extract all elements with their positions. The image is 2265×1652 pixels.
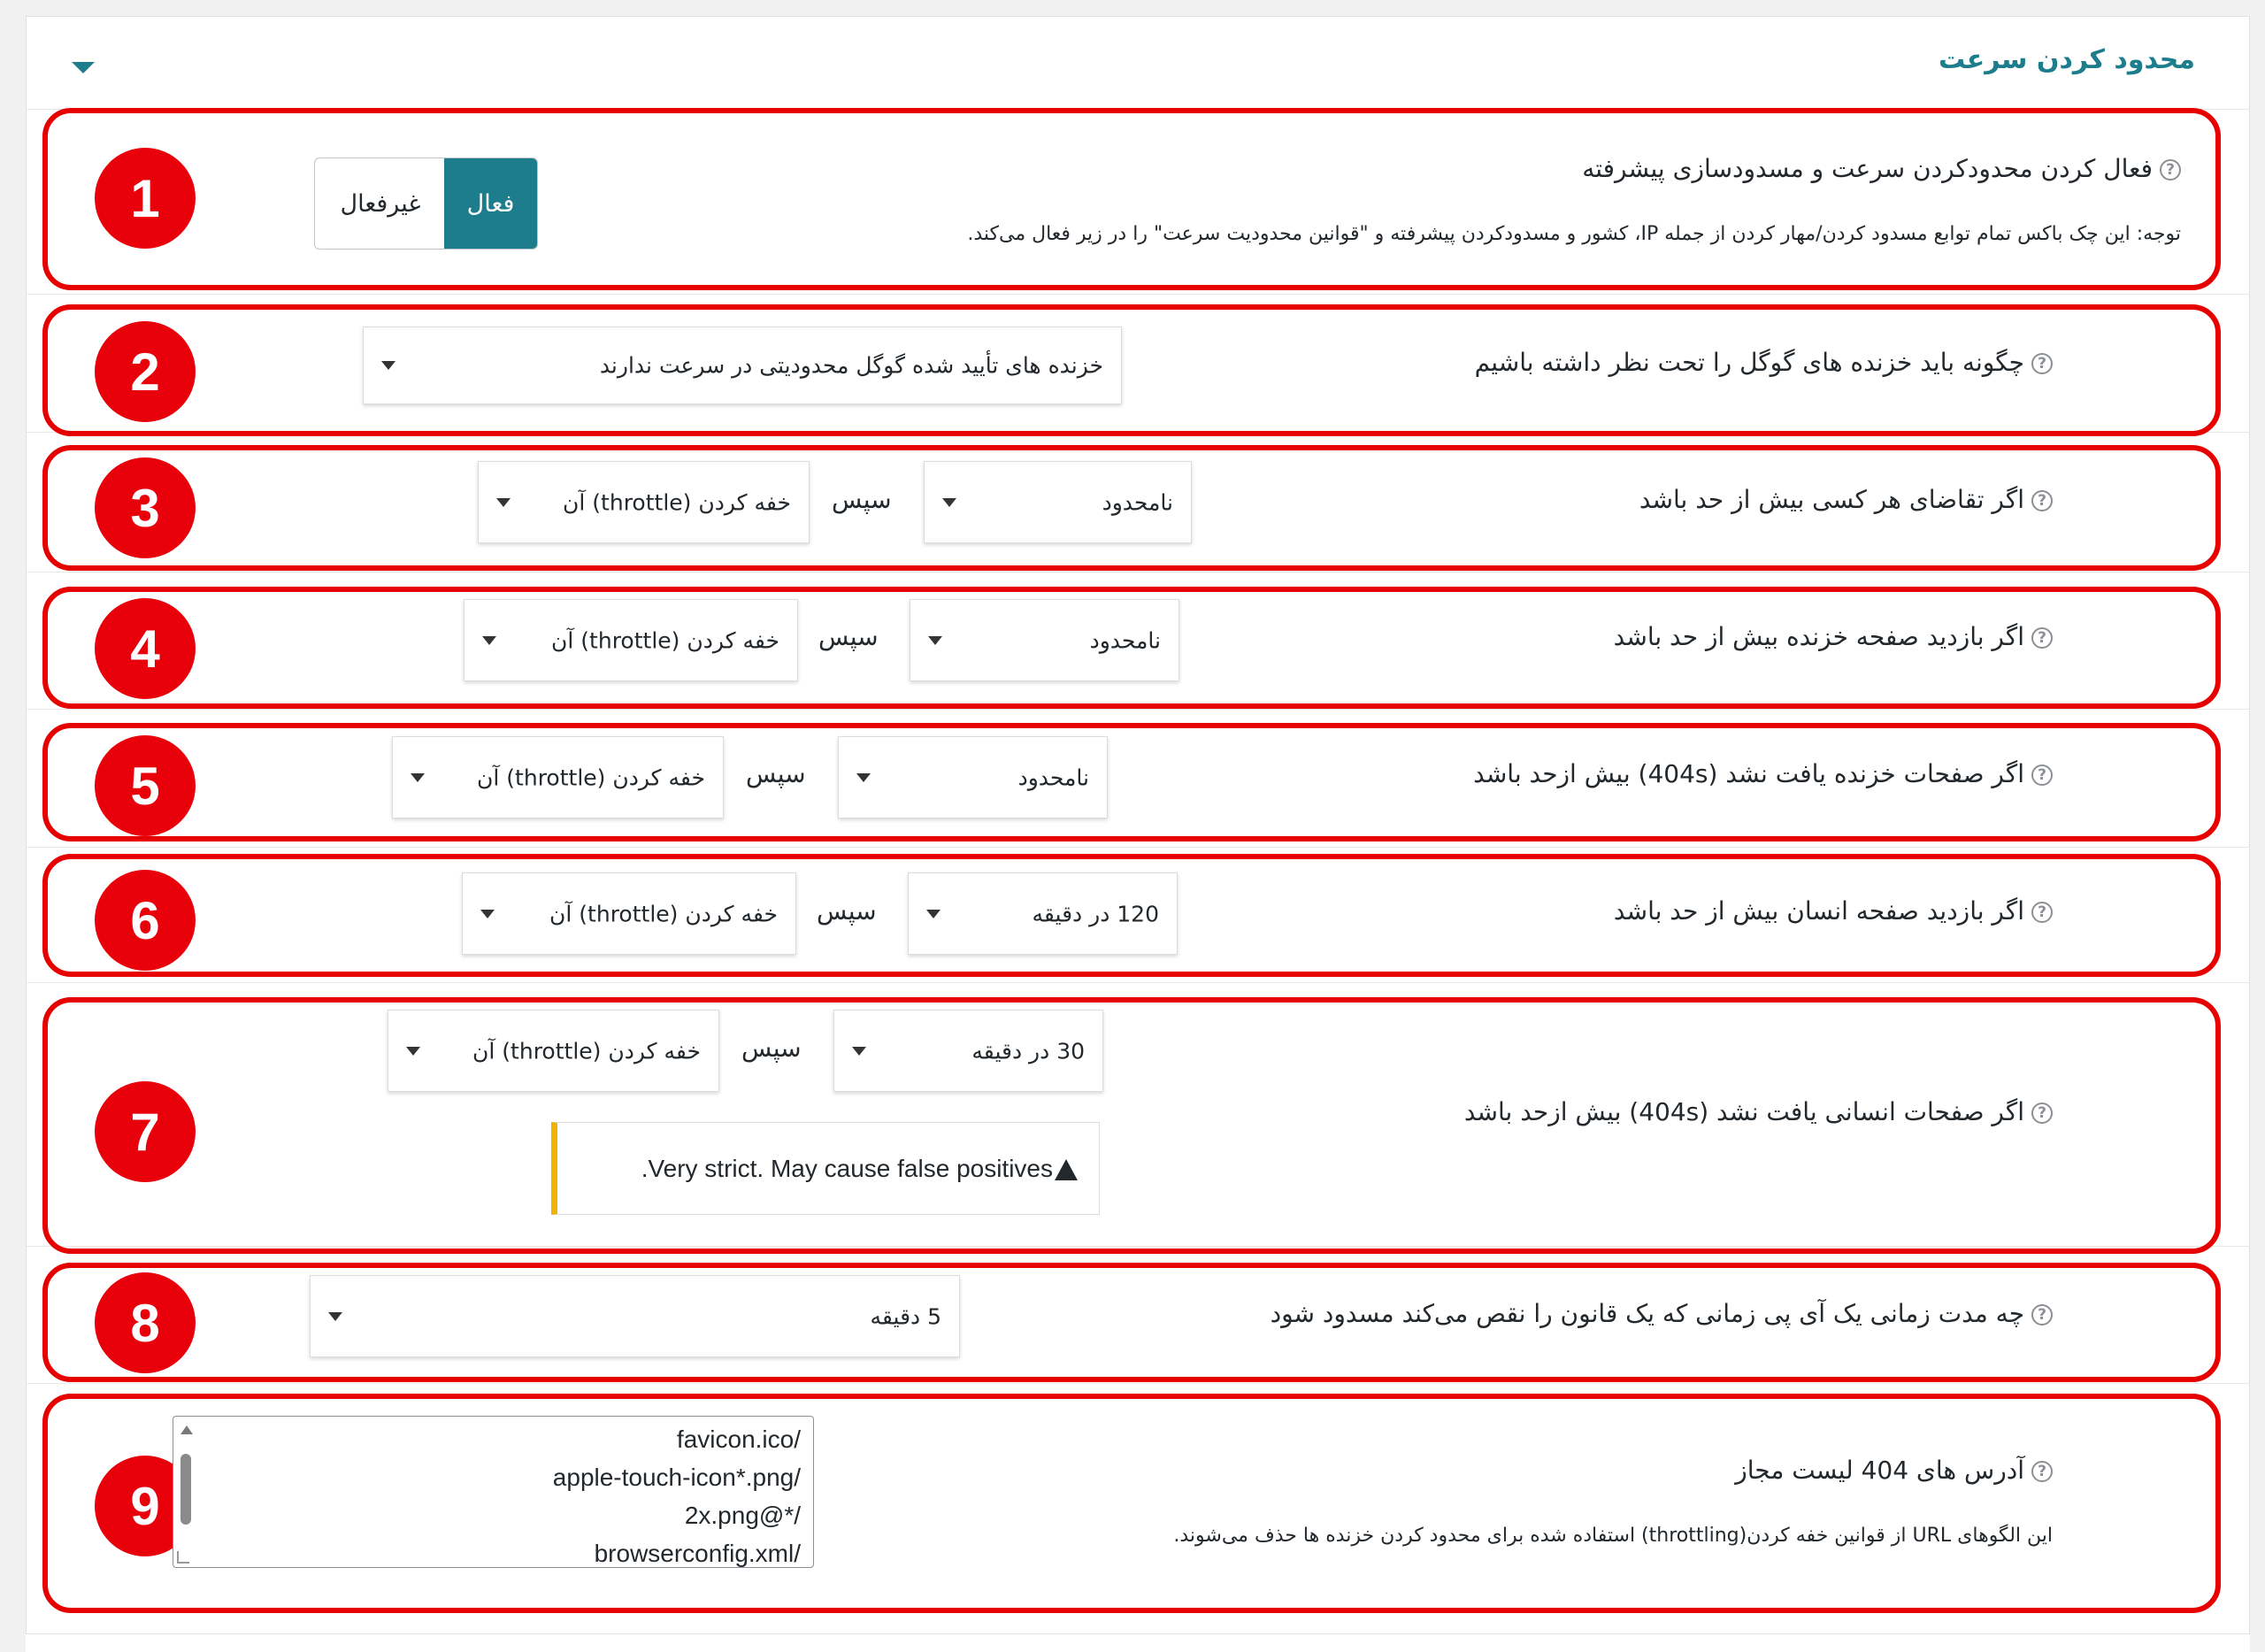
scroll-up-icon[interactable]	[180, 1425, 193, 1434]
rate-select-any-request[interactable]	[924, 461, 1192, 543]
select-value: خفه کردن (throttle) آن	[551, 627, 779, 653]
select-value: 5 دقیقه	[870, 1303, 941, 1329]
select-value: خفه کردن (throttle) آن	[549, 901, 778, 926]
setting-note-enable: توجه: این چک باکس تمام توابع مسدود کردن/مهار کردن از جمله IP، کشور و مسدودکردن پیشرفته و "قوانین محدودیت سرعت" را در زیر فعال می‌کند.	[967, 223, 2181, 245]
scroll-thumb[interactable]	[180, 1454, 191, 1525]
caret-down-icon	[926, 910, 941, 918]
caret-down-icon	[856, 773, 871, 782]
then-label: سپس	[832, 485, 892, 514]
action-select-crawler-pageviews[interactable]	[464, 599, 798, 681]
badge-4: 4	[95, 598, 196, 699]
badge-7: 7	[95, 1081, 196, 1182]
textarea-scrollbar[interactable]	[179, 1420, 193, 1564]
select-value: خفه کردن (throttle) آن	[472, 1038, 701, 1064]
select-value: نامحدود	[1017, 765, 1089, 790]
enable-toggle[interactable]	[314, 158, 538, 250]
setting-label-enable	[1582, 154, 2181, 183]
warning-text-wrap	[641, 1155, 1078, 1183]
label-text: اگر صفحات خزنده یافت نشد (404s) بیش ازحد باشد	[1473, 759, 2024, 788]
row-divider	[26, 1383, 2250, 1384]
warning-triangle-icon	[1055, 1159, 1078, 1180]
panel-title: محدود کردن سرعت	[1939, 44, 2195, 75]
rate-select-crawler-404s[interactable]	[838, 736, 1108, 818]
question-circle-icon[interactable]: ?	[2031, 627, 2053, 649]
badge-8: 8	[95, 1272, 196, 1373]
strict-warning	[551, 1122, 1100, 1215]
select-value: خفه کردن (throttle) آن	[477, 765, 705, 790]
then-label: سپس	[818, 622, 879, 651]
toggle-off-option[interactable]: غیرفعال	[340, 189, 421, 218]
question-circle-icon[interactable]: ?	[2031, 1103, 2053, 1124]
rate-select-human-pageviews[interactable]	[908, 872, 1178, 955]
label-text: فعال کردن محدودکردن سرعت و مسدودسازی پیشرفته	[1582, 154, 2153, 183]
label-text: اگر بازدید صفحه خزنده بیش از حد باشد	[1613, 622, 2024, 651]
select-value: 30 در دقیقه	[971, 1038, 1085, 1064]
badge-5: 5	[95, 735, 196, 836]
warning-text: .Very strict. May cause false positives	[641, 1154, 1053, 1182]
action-select-human-404s[interactable]	[388, 1010, 719, 1092]
badge-1: 1	[95, 148, 196, 249]
select-value: خفه کردن (throttle) آن	[563, 489, 791, 515]
select-value: نامحدود	[1089, 627, 1161, 653]
select-value: نامحدود	[1102, 489, 1173, 515]
question-circle-icon[interactable]: ?	[2031, 353, 2053, 374]
toggle-on-option[interactable]: فعال	[444, 158, 537, 249]
setting-label-human-404s	[1464, 1097, 2053, 1126]
next-panel-edge	[26, 1633, 2250, 1652]
caret-down-icon	[928, 636, 942, 645]
row-divider	[26, 982, 2250, 983]
label-text: آدرس های 404 لیست مجاز	[1735, 1456, 2024, 1485]
label-text: چه مدت زمانی یک آی پی زمانی که یک قانون را نقص می‌کند مسدود شود	[1270, 1299, 2024, 1328]
label-text: اگر تقاضای هر کسی بیش از حد باشد	[1639, 485, 2024, 514]
chevron-down-icon[interactable]	[72, 62, 95, 73]
action-select-human-pageviews[interactable]	[462, 872, 796, 955]
label-text: چگونه باید خزنده های گوگل را تحت نظر داشته باشیم	[1474, 348, 2024, 377]
rate-select-human-404s[interactable]	[833, 1010, 1103, 1092]
row-divider	[26, 847, 2250, 848]
textarea-line: favicon.ico/	[676, 1425, 801, 1453]
setting-label-crawler-pageviews	[1614, 622, 2053, 651]
question-circle-icon[interactable]: ?	[2031, 490, 2053, 511]
action-select-any-request[interactable]	[478, 461, 810, 543]
action-select-crawler-404s[interactable]	[392, 736, 724, 818]
select-value: 120 در دقیقه	[1032, 901, 1159, 926]
block-duration-select[interactable]	[310, 1275, 960, 1357]
then-label: سپس	[746, 759, 806, 788]
badge-6: 6	[95, 870, 196, 971]
textarea-line: 2x.png@*/	[684, 1502, 801, 1529]
question-circle-icon[interactable]: ?	[2031, 765, 2053, 786]
allowlist-textarea[interactable]	[173, 1416, 814, 1568]
setting-label-human-pageviews	[1614, 896, 2053, 926]
then-label: سپس	[741, 1033, 802, 1063]
textarea-line: apple-touch-icon*.png/	[552, 1464, 801, 1491]
setting-label-404-allowlist	[1735, 1456, 2053, 1485]
row-divider	[26, 709, 2250, 710]
textarea-line: browserconfig.xml/	[594, 1540, 801, 1567]
question-circle-icon[interactable]: ?	[2160, 159, 2181, 181]
caret-down-icon	[942, 498, 956, 507]
question-circle-icon[interactable]: ?	[2031, 1304, 2053, 1325]
setting-label-block-duration	[1271, 1299, 2053, 1328]
setting-label-crawler-404s	[1473, 759, 2053, 788]
then-label: سپس	[817, 896, 877, 926]
caret-down-icon	[381, 361, 395, 370]
row-divider	[26, 294, 2250, 295]
caret-down-icon	[496, 498, 511, 507]
question-circle-icon[interactable]: ?	[2031, 902, 2053, 923]
caret-down-icon	[411, 773, 425, 782]
select-value: خزنده های تأیید شده گوگل محدودیتی در سرعت ندارند	[599, 352, 1103, 379]
google-crawlers-select[interactable]	[363, 327, 1122, 404]
setting-note-404-allowlist: این الگوهای URL از قوانین خفه کردن(throttling) استفاده شده برای محدود کردن خزنده ها حذف می‌شوند.	[1173, 1525, 2053, 1547]
label-text: اگر بازدید صفحه انسان بیش از حد باشد	[1613, 896, 2024, 926]
caret-down-icon	[482, 636, 496, 645]
rate-select-crawler-pageviews[interactable]	[910, 599, 1179, 681]
panel-header[interactable]	[26, 16, 2250, 110]
caret-down-icon	[480, 910, 495, 918]
label-text: اگر صفحات انسانی یافت نشد (404s) بیش ازحد باشد	[1463, 1097, 2024, 1126]
badge-3: 3	[95, 457, 196, 558]
badge-9: 9	[95, 1456, 196, 1556]
caret-down-icon	[328, 1312, 342, 1321]
setting-label-google-crawlers	[1475, 348, 2053, 377]
caret-down-icon	[406, 1047, 420, 1056]
setting-label-any-request	[1639, 485, 2053, 514]
question-circle-icon[interactable]: ?	[2031, 1461, 2053, 1482]
caret-down-icon	[852, 1047, 866, 1056]
textarea-content	[553, 1420, 801, 1568]
badge-2: 2	[95, 321, 196, 422]
resize-grip-icon[interactable]	[177, 1551, 189, 1564]
